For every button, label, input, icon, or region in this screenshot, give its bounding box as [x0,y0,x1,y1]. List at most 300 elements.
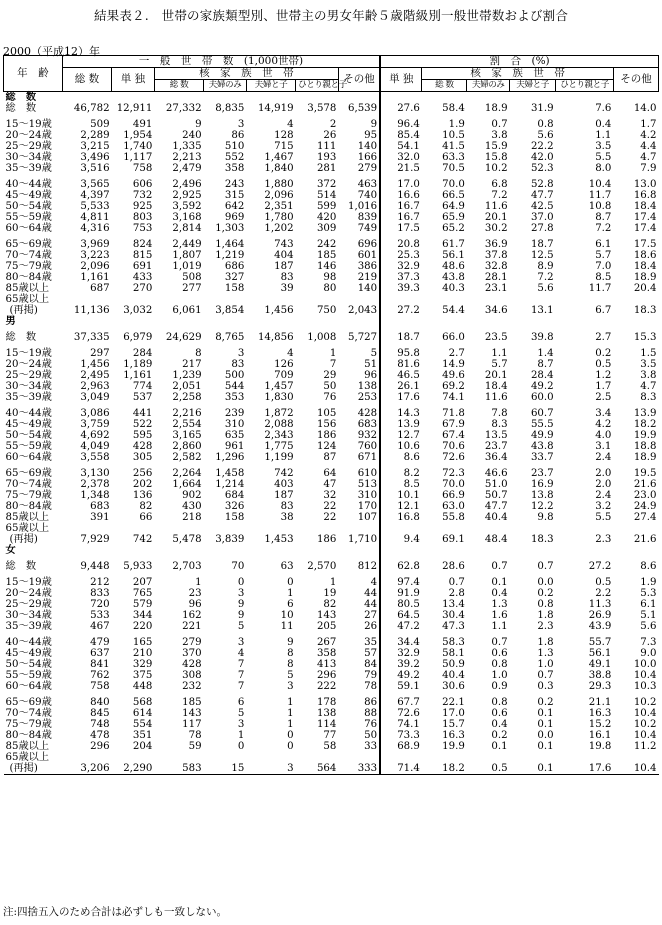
value-cell: 614 [132,708,153,719]
header-couple-only-ratio: 夫婦のみ [467,80,510,92]
value-cell: 11 [280,621,294,632]
value-cell: 82 [323,599,337,610]
value-cell: 10 [280,610,294,621]
value-cell: 58 [323,741,337,752]
value-cell: 46,782 [73,103,110,114]
value-cell: 601 [357,250,378,261]
header-single: 単 独 [112,68,155,92]
value-cell: 509 [90,119,110,130]
value-cell: 1,467 [264,152,294,163]
value-cell: 27.4 [633,512,657,523]
value-cell: 5.7 [491,359,508,370]
empty-cell [296,545,339,556]
value-cell: 140 [357,283,378,294]
value-cell: 544 [224,381,245,392]
value-cell: 8 [195,348,202,359]
value-cell: 186 [316,534,337,545]
age-cell: 総 数 [5,103,37,114]
value-cell: 2,378 [80,479,110,490]
value-cell: 3,168 [172,212,202,223]
value-cell: 63.0 [442,501,465,512]
age-cell: 45～49歳 [5,190,52,201]
value-cell: 3.8 [640,370,657,381]
value-cell: 22.2 [530,141,554,152]
value-cell: 5.6 [640,621,657,632]
header-nuclear-ratio: 核 家 族 世 帯 [422,68,614,80]
value-cell: 2.4 [595,452,612,463]
table-row [4,370,659,381]
value-cell: 57 [364,648,378,659]
value-cell: 3,558 [80,452,110,463]
value-cell: 19.9 [633,430,657,441]
value-cell: 2,096 [80,261,110,272]
value-cell: 26 [364,621,378,632]
age-cell: 35～39歳 [5,392,52,403]
value-cell: 18.8 [633,441,657,452]
value-cell: 671 [357,452,378,463]
value-cell: 803 [132,212,153,223]
value-cell: 28.1 [484,272,508,283]
value-cell: 207 [132,577,153,588]
value-cell: 18.2 [422,752,467,775]
value-cell: 10.3 [633,681,657,692]
value-cell: 0.7 [491,561,508,572]
value-cell: 2,213 [172,152,202,163]
table-row [4,599,659,610]
value-cell: 1 [287,719,294,730]
age-cell: 50～54歳 [5,201,52,212]
age-cell: 20～24歳 [5,130,52,141]
value-cell: 1,457 [264,381,294,392]
age-cell: 60～64歳 [5,223,52,234]
value-cell: 420 [316,212,337,223]
age-cell: 総 数 [5,561,37,572]
value-cell: 5.1 [640,610,657,621]
table-row [4,419,659,430]
value-cell: 19 [323,588,337,599]
value-cell: 2,479 [172,163,202,174]
value-cell: 2.3 [595,534,612,545]
value-cell: 537 [132,392,153,403]
value-cell: 1 [237,730,245,741]
table-row [4,621,659,632]
value-cell: 1.8 [537,637,554,648]
value-cell: 579 [132,599,153,610]
value-cell: 22.1 [442,697,465,708]
value-cell: 46.6 [484,468,508,479]
value-cell: 1.1 [595,130,612,141]
value-cell: 2,043 [347,305,378,316]
value-cell: 448 [132,681,153,692]
value-cell: 5.5 [595,512,612,523]
table-row [4,752,659,775]
value-cell: 0.9 [491,681,508,692]
empty-cell [510,316,556,327]
value-cell: 932 [357,430,378,441]
value-cell: 54.1 [380,141,422,152]
value-cell: 107 [357,512,378,523]
value-cell: 50.7 [484,490,508,501]
value-cell: 36.4 [484,452,508,463]
value-cell: 0.1 [537,719,554,730]
table-row [4,501,659,512]
value-cell: 1.3 [491,599,508,610]
value-cell: 64.9 [442,201,465,212]
value-cell: 39.8 [530,332,554,343]
value-cell: 11,136 [73,305,110,316]
value-cell: 240 [182,130,202,141]
value-cell: 1.8 [537,610,554,621]
value-cell: 54.4 [442,305,465,316]
value-cell: 40.4 [442,670,465,681]
value-cell: 10.0 [633,659,657,670]
value-cell: 11.3 [588,599,612,610]
value-cell: 21.6 [633,534,657,545]
value-cell: 2,703 [172,561,202,572]
value-cell: 1,335 [172,141,202,152]
value-cell: 10.8 [588,201,612,212]
value-cell: 310 [224,419,245,430]
value-cell: 4 [237,648,245,659]
value-cell: 71.8 [442,408,465,419]
value-cell: 3,565 [80,179,110,190]
value-cell: 9 [370,119,378,130]
empty-cell [556,316,614,327]
value-cell: 774 [132,381,153,392]
value-cell: 8.0 [595,163,612,174]
value-cell: 10.2 [633,697,657,708]
empty-cell [204,92,247,104]
value-cell: 98 [323,272,337,283]
value-cell: 83 [280,501,294,512]
empty-cell [510,92,556,104]
empty-cell [296,92,339,104]
value-cell: 37.8 [484,250,508,261]
value-cell: 170 [357,501,378,512]
value-cell: 0.7 [448,577,465,588]
value-cell: 1,664 [172,479,202,490]
value-cell: 65.2 [442,223,465,234]
value-cell: 17.6 [380,392,422,403]
value-cell: 70.5 [442,163,465,174]
age-cell: 20～24歳 [5,588,52,599]
value-cell: 143 [316,610,337,621]
value-cell: 1.0 [537,659,554,670]
value-cell: 39 [280,283,294,294]
value-cell: 58.4 [442,103,465,114]
table-row [4,572,659,588]
value-cell: 9.0 [640,648,657,659]
value-cell: 284 [132,348,153,359]
value-cell: 296 [90,741,110,752]
value-cell: 1.2 [595,370,612,381]
table-body [4,92,659,775]
value-cell: 0.4 [595,119,612,130]
value-cell: 13.1 [530,305,554,316]
value-cell: 610 [357,468,378,479]
value-cell: 4,811 [80,212,110,223]
value-cell: 23.1 [484,283,508,294]
value-cell: 39.3 [380,283,422,294]
header-household-count: 一 般 世 帯 数 (1,000世帯) [62,56,380,68]
value-cell: 1.5 [640,348,657,359]
value-cell: 5 [370,348,378,359]
empty-cell [380,545,422,556]
value-cell: 10.1 [380,490,422,501]
table-row [4,174,659,190]
value-cell: 158 [224,512,245,523]
value-cell: 3 [237,719,245,730]
value-cell: 23 [188,588,202,599]
value-cell: 47.2 [380,621,422,632]
value-cell: 61.7 [442,239,465,250]
value-cell: 114 [316,719,337,730]
value-cell: 606 [132,179,153,190]
value-cell: 32.8 [484,261,508,272]
value-cell: 15.8 [484,152,508,163]
value-cell: 4,316 [80,223,110,234]
value-cell: 210 [132,648,153,659]
empty-cell [613,92,658,104]
value-cell: 47.7 [530,190,554,201]
value-cell: 1,008 [307,332,337,343]
value-cell: 0.4 [491,719,508,730]
empty-cell [62,316,111,327]
value-cell: 500 [224,370,245,381]
value-cell: 583 [154,752,203,775]
section-name: 女 [5,544,16,556]
table-row [4,648,659,659]
age-cell: 70～74歳 [5,250,52,261]
age-cell: 総 数 [5,332,37,343]
value-cell: 7.0 [595,261,612,272]
value-cell: 765 [132,588,153,599]
empty-cell [467,316,510,327]
value-cell: 508 [182,272,202,283]
value-cell: 185 [316,250,337,261]
value-cell: 2,570 [307,561,337,572]
value-cell: 28.6 [442,561,465,572]
value-cell: 1 [329,348,337,359]
value-cell: 1,199 [264,452,294,463]
age-cell: 25～29歳 [5,141,52,152]
value-cell: 1,348 [80,490,110,501]
value-cell: 10.4 [633,730,657,741]
empty-cell [338,92,380,104]
value-cell: 370 [182,648,202,659]
value-cell: 51.0 [484,479,508,490]
value-cell: 478 [90,730,110,741]
empty-cell [154,545,203,556]
value-cell: 2,264 [172,468,202,479]
value-cell: 74.1 [442,392,465,403]
age-cell: 75～79歳 [5,719,52,730]
value-cell: 6.7 [595,305,612,316]
age-cell: 15～19歳 [5,577,52,588]
value-cell: 2.5 [595,392,612,403]
value-cell: 50.9 [442,659,465,670]
value-cell: 30.4 [442,610,465,621]
table-row [4,588,659,599]
table-row [4,659,659,670]
value-cell: 329 [132,659,153,670]
value-cell: 833 [90,588,110,599]
household-table [3,55,659,775]
value-cell: 732 [132,190,153,201]
value-cell: 44 [364,599,378,610]
value-cell: 28.4 [530,370,554,381]
value-cell: 17.5 [380,223,422,234]
value-cell: 1,458 [215,468,245,479]
value-cell: 2,814 [172,223,202,234]
value-cell: 2,289 [80,130,110,141]
value-cell: 256 [132,468,153,479]
value-cell: 70 [231,561,245,572]
value-cell: 38.8 [588,670,612,681]
value-cell: 16.9 [530,479,554,490]
value-cell: 413 [316,659,337,670]
value-cell: 824 [132,239,153,250]
value-cell: 4,692 [80,430,110,441]
age-label-note: (再掲) [9,534,38,545]
value-cell: 15.7 [442,719,465,730]
value-cell: 969 [224,212,245,223]
value-cell: 533 [90,610,110,621]
value-cell: 4.4 [640,141,657,152]
value-cell: 16.3 [442,730,465,741]
table-row [4,152,659,163]
table-title: 結果表２. 世帯の家族類型別、世帯主の男女年齢５歳階級別一般世帯数および割合 [93,8,569,23]
value-cell: 0.8 [537,119,554,130]
value-cell: 97.4 [380,572,422,588]
table-row [4,381,659,392]
header-couple-only: 夫婦のみ [204,80,247,92]
value-cell: 2,216 [172,408,202,419]
value-cell: 8.3 [491,419,508,430]
empty-cell [246,92,295,104]
value-cell: 80.5 [380,599,422,610]
value-cell: 7,929 [80,534,110,545]
value-cell: 1,872 [264,408,294,419]
value-cell: 310 [357,490,378,501]
value-cell: 5 [237,621,245,632]
value-cell: 7.8 [491,408,508,419]
value-cell: 69.2 [442,381,465,392]
value-cell: 20.1 [484,212,508,223]
table-row [4,212,659,223]
value-cell: 26.1 [380,381,422,392]
value-cell: 7 [237,659,245,670]
value-cell: 66 [139,512,153,523]
value-cell: 642 [224,201,245,212]
value-cell: 16.7 [380,201,422,212]
value-cell: 49.2 [530,381,554,392]
table-row [4,272,659,283]
age-cell: 80～84歳 [5,272,52,283]
value-cell: 0.2 [537,697,554,708]
age-cell: 30～34歳 [5,152,52,163]
value-cell: 1,219 [215,250,245,261]
value-cell: 3 [237,588,245,599]
value-cell: 1,456 [80,359,110,370]
value-cell: 81.6 [380,359,422,370]
value-cell: 70.0 [442,179,465,190]
value-cell: 49.1 [588,659,612,670]
value-cell: 18.7 [380,327,422,343]
value-cell: 21.5 [380,163,422,174]
value-cell: 187 [274,261,294,272]
value-cell: 2,925 [172,190,202,201]
value-cell: 23.7 [530,468,554,479]
value-cell: 10.2 [484,163,508,174]
value-cell: 3,592 [172,201,202,212]
value-cell: 47.7 [484,501,508,512]
value-cell: 479 [90,637,110,648]
value-cell: 554 [132,719,153,730]
empty-cell [613,316,658,327]
value-cell: 0 [287,730,294,741]
value-cell: 353 [224,392,245,403]
value-cell: 8,835 [215,103,245,114]
value-cell: 52.3 [530,163,554,174]
value-cell: 2,860 [172,441,202,452]
value-cell: 27.2 [588,561,612,572]
value-cell: 1,710 [347,534,378,545]
value-cell: 32.0 [380,152,422,163]
value-cell: 4.2 [595,419,612,430]
value-cell: 2,051 [172,381,202,392]
age-label: 65歳以上 [5,294,50,305]
value-cell: 2,449 [172,239,202,250]
value-cell: 0 [287,741,294,752]
value-cell: 47 [323,479,337,490]
value-cell: 5 [237,708,245,719]
value-cell: 1.4 [537,348,554,359]
value-cell: 279 [357,163,378,174]
value-cell: 70.0 [442,479,465,490]
value-cell: 13.9 [380,419,422,430]
value-cell: 428 [132,441,153,452]
value-cell: 40.3 [442,283,465,294]
value-cell: 59.1 [380,681,422,692]
value-cell: 4 [287,348,294,359]
value-cell: 18.6 [633,250,657,261]
value-cell: 82 [139,501,153,512]
value-cell: 25.3 [380,250,422,261]
value-cell: 748 [90,719,110,730]
table-row [4,632,659,648]
value-cell: 386 [357,261,378,272]
header-ratio: 割 合 (%) [380,56,658,68]
value-cell: 684 [224,490,245,501]
value-cell: 5,933 [123,561,153,572]
value-cell: 39.2 [380,659,422,670]
value-cell: 8 [287,648,294,659]
value-cell: 11.6 [484,201,508,212]
value-cell: 1.0 [491,670,508,681]
table-row [4,610,659,621]
value-cell: 749 [357,223,378,234]
empty-cell [204,545,247,556]
empty-cell [467,92,510,104]
age-cell: 70～74歳 [5,708,52,719]
value-cell: 7 [237,681,245,692]
value-cell: 9 [195,119,202,130]
value-cell: 59 [188,741,202,752]
table-row [4,730,659,741]
empty-cell [296,316,339,327]
table-row [4,490,659,501]
